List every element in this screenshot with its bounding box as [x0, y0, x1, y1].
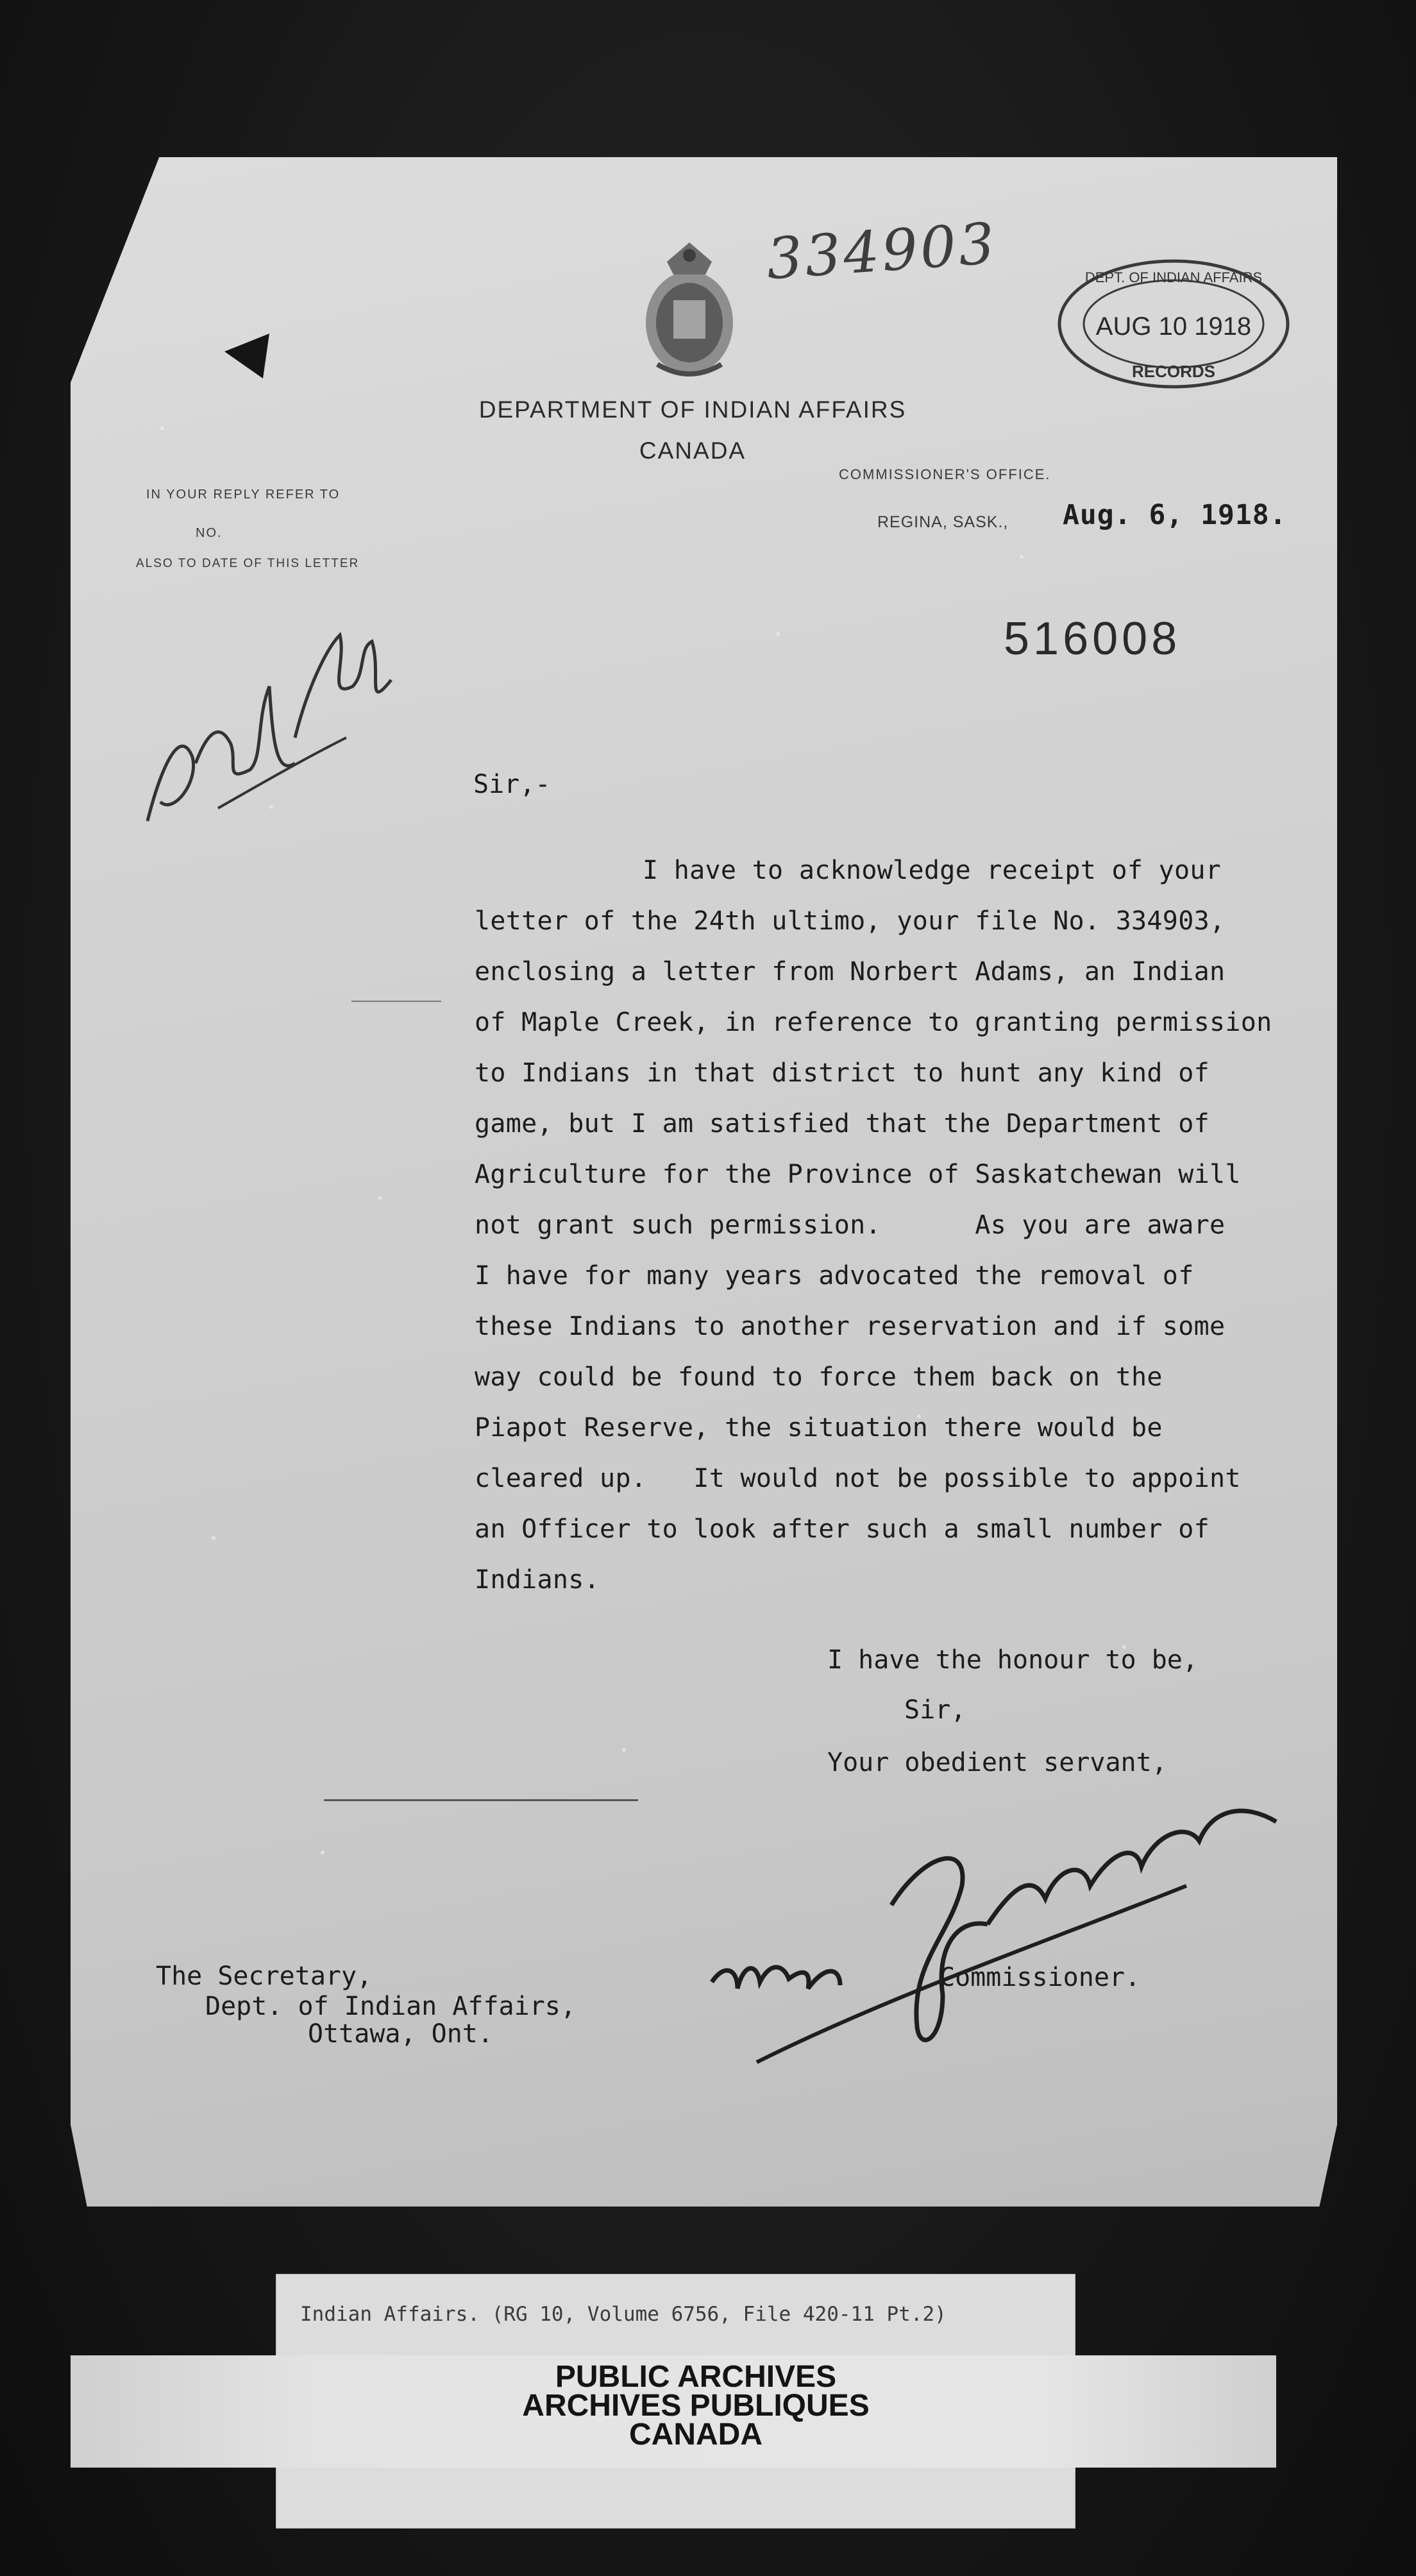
body-line: I have for many years advocated the removal of [475, 1261, 1194, 1291]
stamp-bottom-text: RECORDS [1131, 362, 1216, 381]
letter-date: Aug. 6, 1918. [1063, 499, 1287, 531]
archive-country: CANADA [629, 2418, 763, 2452]
letter-body [475, 845, 1321, 1606]
body-line: of Maple Creek, in reference to granting permission [475, 1008, 1272, 1037]
body-line: letter of the 24th ultimo, your file No. 334903, [475, 906, 1226, 936]
body-line: game, but I am satisfied that the Department of [475, 1109, 1210, 1139]
salutation: Sir,- [473, 770, 551, 799]
closing-honour: I have the honour to be, [827, 1645, 1198, 1675]
country-heading: CANADA [639, 437, 746, 464]
margin-mark [351, 1001, 441, 1002]
addressee-line: Ottawa, Ont. [308, 2019, 493, 2049]
archive-name-french: ARCHIVES PUBLIQUES [522, 2389, 870, 2423]
handwritten-signature [699, 1693, 1289, 2078]
body-line: enclosing a letter from Norbert Adams, an Indian [475, 957, 1226, 987]
body-line: an Officer to look after such a small number of [475, 1514, 1210, 1544]
addressee-line: Dept. of Indian Affairs, [205, 1992, 576, 2021]
coat-of-arms-emblem [638, 236, 741, 380]
closing-servant: Your obedient servant, [827, 1748, 1167, 1777]
received-date-stamp [1055, 257, 1292, 391]
reference-number-label: NO. [196, 526, 223, 540]
body-line: not grant such permission. As you are aware [475, 1210, 1226, 1240]
body-line: cleared up. It would not be possible to appoint [475, 1464, 1241, 1493]
department-heading: DEPARTMENT OF INDIAN AFFAIRS [478, 396, 907, 423]
office-name: COMMISSIONER'S OFFICE. [839, 466, 1051, 482]
body-line: to Indians in that district to hunt any kind of [475, 1058, 1210, 1088]
addressee-line: The Secretary, [156, 1962, 373, 1991]
divider-line [324, 1799, 638, 1801]
signatory-title: Commissioner. [940, 1963, 1141, 1992]
handwritten-acknowledgement-note [135, 609, 404, 847]
archive-name-english: PUBLIC ARCHIVES [555, 2360, 837, 2394]
also-date-label: ALSO TO DATE OF THIS LETTER [136, 557, 360, 570]
archive-citation: Indian Affairs. (RG 10, Volume 6756, File 420-11 Pt.2) [300, 2303, 947, 2326]
body-line: Agriculture for the Province of Saskatchewan will [475, 1160, 1241, 1189]
page-tab-mark [224, 334, 276, 378]
body-line: Indians. [475, 1565, 600, 1595]
handwritten-file-number: 334903 [764, 210, 1000, 292]
closing-sir: Sir, [904, 1695, 966, 1725]
reply-refer-label: IN YOUR REPLY REFER TO [146, 487, 341, 502]
stamped-file-number: 516008 [1004, 613, 1181, 665]
body-line: Piapot Reserve, the situation there would be [475, 1413, 1163, 1443]
stamp-date: AUG 10 1918 [1095, 312, 1252, 341]
body-line: way could be found to force them back on the [475, 1362, 1163, 1392]
office-location: REGINA, SASK., [877, 513, 1009, 531]
stamp-top-text: DEPT. OF INDIAN AFFAIRS [1084, 269, 1263, 285]
body-line: I have to acknowledge receipt of your [643, 856, 1222, 885]
body-line: these Indians to another reservation and if some [475, 1312, 1226, 1341]
